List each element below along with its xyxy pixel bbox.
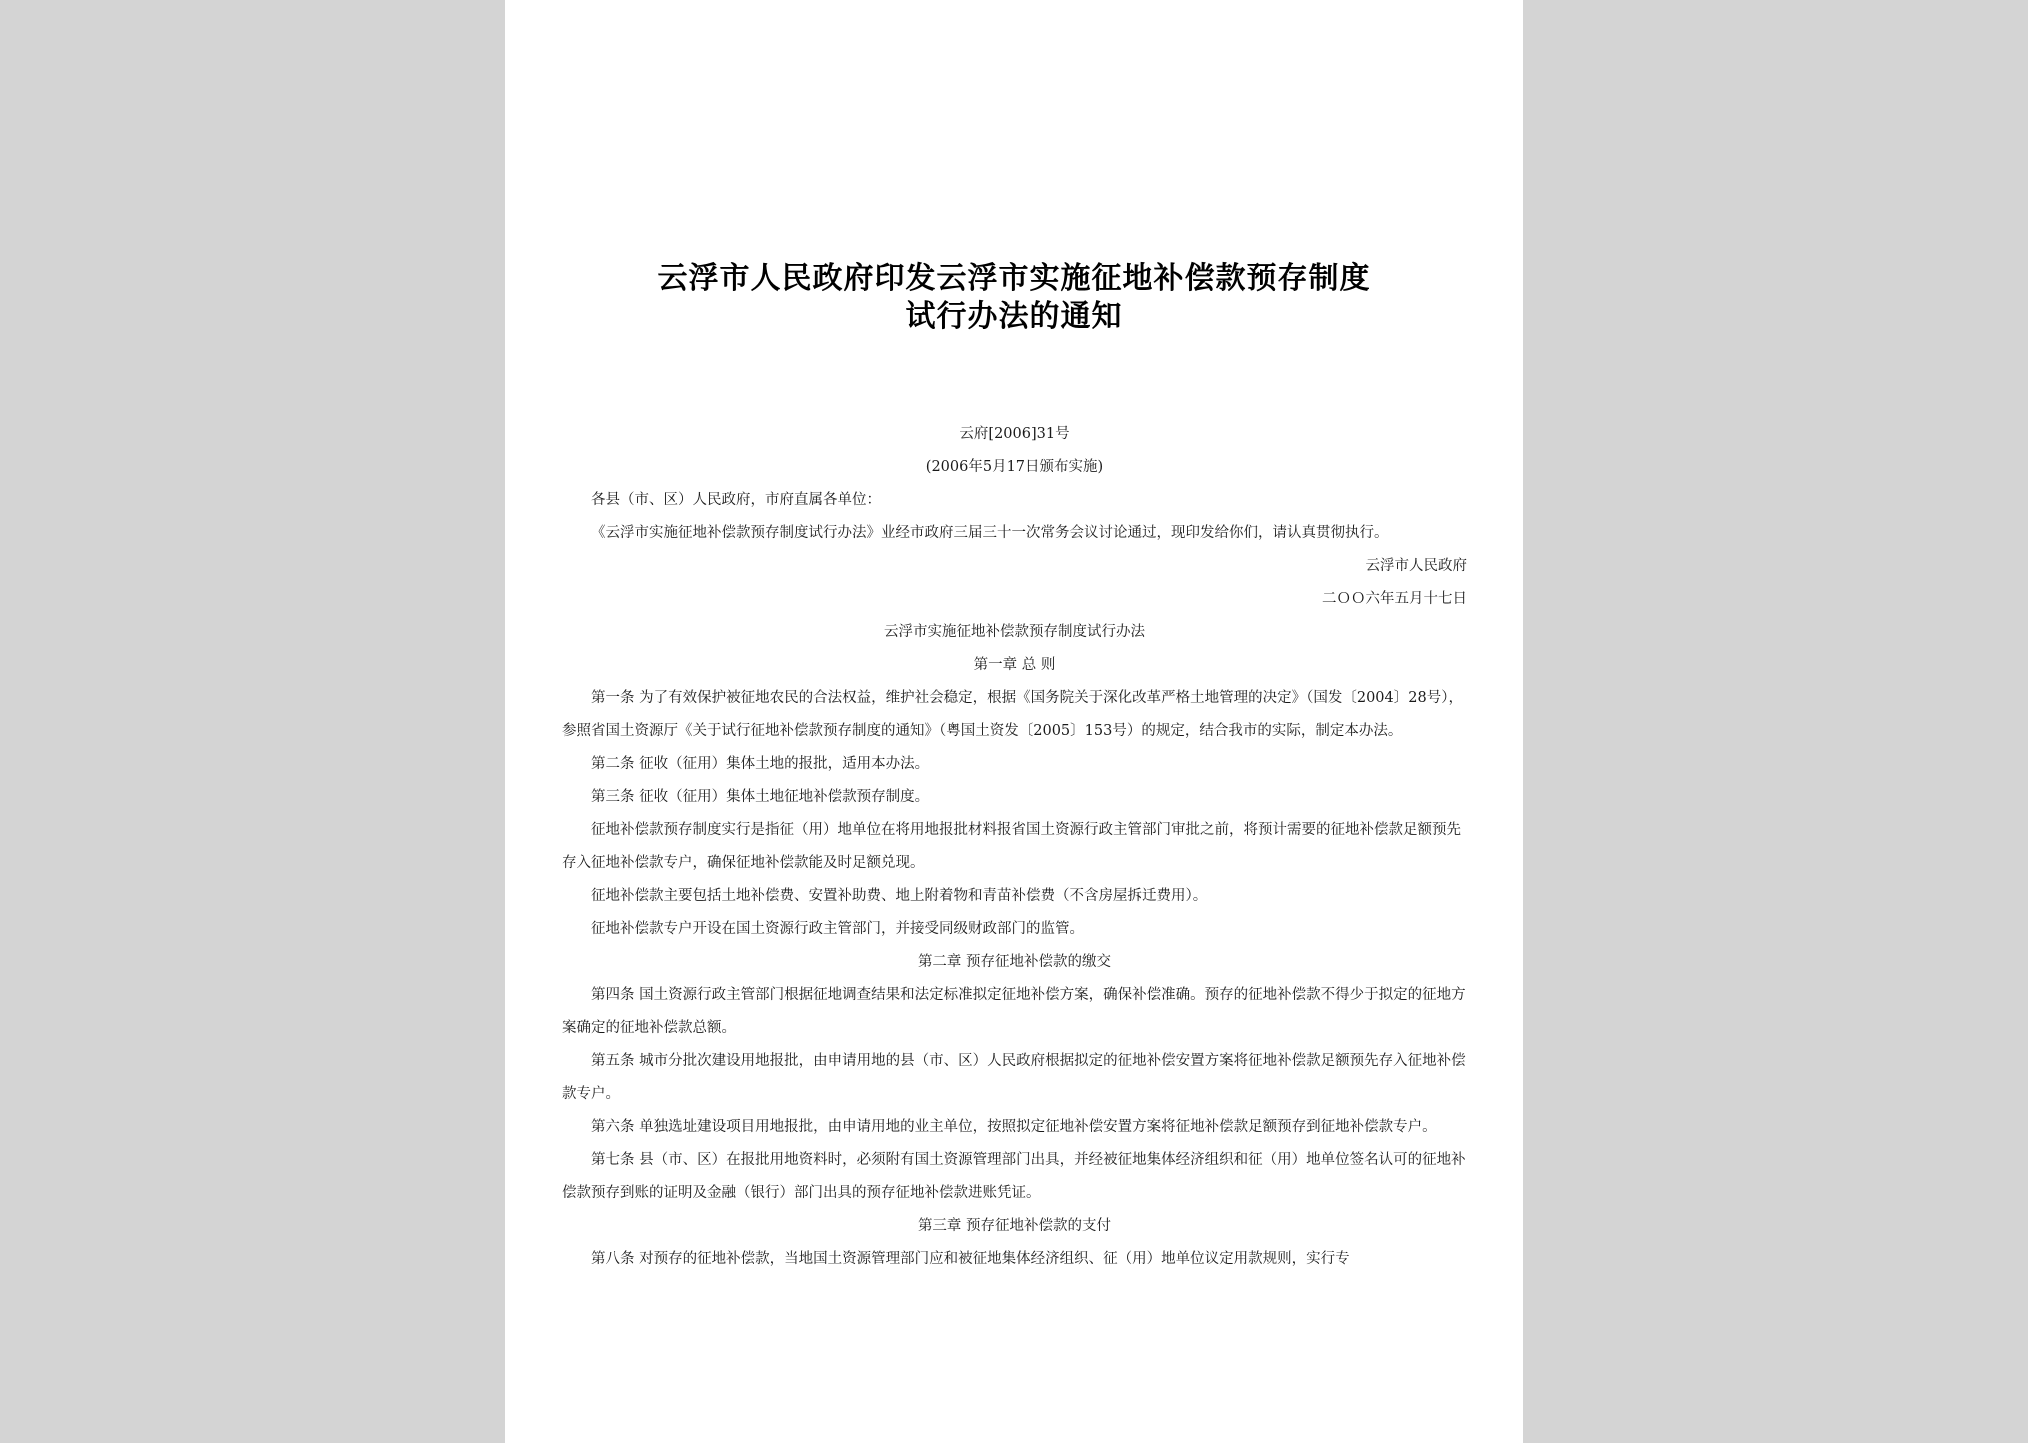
title-line-2: 试行办法的通知 [905,299,1123,334]
article-3-paragraph-4: 征地补偿款专户开设在国土资源行政主管部门，并接受同级财政部门的监管。 [591,921,1084,937]
measures-title: 云浮市实施征地补偿款预存制度试行办法 [884,624,1145,640]
document-title [505,260,1523,336]
chapter-heading: 第二章 预存征地补偿款的缴交 [917,954,1112,970]
document-number: 云府[2006]31号 [959,426,1070,442]
addressee: 各县（市、区）人民政府，市府直属各单位： [591,492,881,508]
signature-date: 二ＯＯ六年五月十七日 [1322,591,1467,607]
article-6: 第六条 单独选址建设项目用地报批，由申请用地的业主单位，按照拟定征地补偿安置方案将征地补偿款足额预存到征地补偿款专户。 [591,1119,1437,1135]
chapter-heading: 第一章 总 则 [973,657,1056,673]
article-3-paragraph-2: 征地补偿款预存制度实行是指征（用）地单位在将用地报批材料报省国土资源行政主管部门审批之前，将预计需要的征地补偿款足额预先存入征地补偿款专户，确保征地补偿款能及时足额兑现。 [562,822,1461,871]
article-5: 第五条 城市分批次建设用地报批，由申请用地的县（市、区）人民政府根据拟定的征地补偿安置方案将征地补偿款足额预先存入征地补偿款专户。 [562,1053,1466,1102]
chapter-heading: 第三章 预存征地补偿款的支付 [917,1218,1112,1234]
article-7: 第七条 县（市、区）在报批用地资料时，必须附有国土资源管理部门出具，并经被征地集体经济组织和征（用）地单位签名认可的征地补偿款预存到账的证明及金融（银行）部门出具的预存征地补偿款进账凭证。 [562,1152,1466,1201]
article-2: 第二条 征收（征用）集体土地的报批，适用本办法。 [591,756,930,772]
issue-note: (2006年5月17日颁布实施) [925,459,1104,475]
signature: 云浮市人民政府 [1365,558,1467,574]
article-8: 第八条 对预存的征地补偿款，当地国土资源管理部门应和被征地集体经济组织、征（用）地单位议定用款规则，实行专 [591,1251,1350,1267]
article-3-paragraph-3: 征地补偿款主要包括土地补偿费、安置补助费、地上附着物和青苗补偿费（不含房屋拆迁费用）。 [591,888,1208,904]
article-4: 第四条 国土资源行政主管部门根据征地调查结果和法定标准拟定征地补偿方案，确保补偿准确。预存的征地补偿款不得少于拟定的征地方案确定的征地补偿款总额。 [562,987,1466,1036]
title-line-1: 云浮市人民政府印发云浮市实施征地补偿款预存制度 [657,261,1371,296]
article-1: 第一条 为了有效保护被征地农民的合法权益，维护社会稳定，根据《国务院关于深化改革严格土地管理的决定》（国发〔2004〕28号），参照省国土资源厅《关于试行征地补偿款预存制度的通知》（粤国土资发〔2005〕153号）的规定，结合我市的实际，制定本办法。 [562,690,1463,739]
document-page [505,0,1523,1443]
document-body [562,418,1467,1276]
article-3: 第三条 征收（征用）集体土地征地补偿款预存制度。 [591,789,930,805]
intro-paragraph: 《云浮市实施征地补偿款预存制度试行办法》业经市政府三届三十一次常务会议讨论通过，现印发给你们，请认真贯彻执行。 [591,525,1389,541]
